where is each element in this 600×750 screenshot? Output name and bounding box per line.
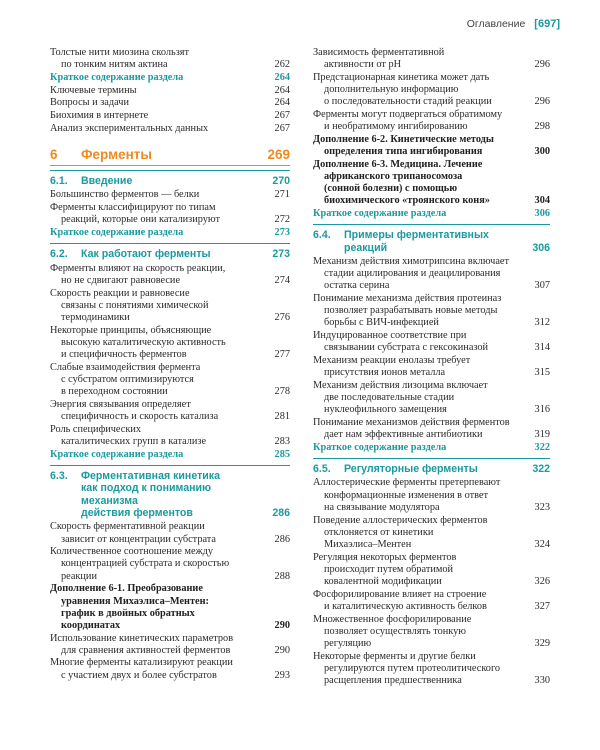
entry-text-line: Большинство ферментов — белки	[50, 189, 200, 201]
entry-page: 322	[534, 441, 550, 453]
section-summary-entry[interactable]	[50, 449, 290, 461]
entry-text-line: Механизм реакции енолазы требует	[313, 355, 471, 366]
entry-text-line: определения типа ингибирования	[324, 146, 483, 158]
entry-page: 296	[534, 96, 550, 108]
entry-text-line: с участием двух и более субстратов	[61, 669, 217, 681]
entry-page: 290	[274, 619, 290, 631]
entry-text-line: график в двойных обратных	[61, 607, 195, 619]
entry-text-line: и необратимому ингибированию	[324, 121, 468, 133]
entry-text-line: Скорость реакции и равновесие	[50, 287, 190, 299]
entry-text-line: Краткое содержание раздела	[313, 208, 447, 219]
entry-page: 271	[274, 189, 290, 201]
entry-text-line: Предстационарная кинетика может дать	[313, 71, 490, 83]
entry-page: 316	[534, 404, 550, 416]
entry-text-line: Роль специфических	[50, 423, 141, 435]
toc-entry[interactable]	[50, 85, 290, 97]
entry-page: 264	[274, 71, 290, 83]
entry-text-line: позволяет осуществлять тонкую	[324, 625, 466, 637]
entry-page: 264	[274, 97, 290, 109]
toc-entry[interactable]	[313, 417, 550, 441]
section-page: 270	[272, 175, 290, 188]
entry-text-line: регуляцию	[324, 637, 372, 649]
entry-text-line: концентрацией субстрата и скоростью	[61, 558, 230, 570]
entry-page: 323	[534, 501, 550, 513]
entry-text-line: для сравнения активностей ферментов	[61, 644, 231, 656]
entry-page: 267	[274, 122, 290, 134]
toc-entry[interactable]	[50, 263, 290, 287]
supplement-entry[interactable]	[50, 583, 290, 632]
toc-entry[interactable]	[50, 521, 290, 545]
entry-text-line: Краткое содержание раздела	[50, 71, 184, 83]
entry-page: 264	[274, 84, 290, 96]
toc-column-left	[50, 47, 290, 682]
entry-text-line: с субстратом оптимизируются	[61, 373, 194, 385]
entry-page: 300	[534, 146, 550, 158]
entry-page: 277	[274, 348, 290, 360]
section-summary-entry[interactable]	[313, 442, 550, 454]
entry-page: 273	[274, 227, 290, 239]
entry-page: 293	[274, 669, 290, 681]
toc-entry[interactable]	[313, 614, 550, 650]
entry-text-line: Ферменты могут подвергаться обратимому	[313, 108, 503, 120]
toc-entry[interactable]	[313, 256, 550, 292]
entry-text-line: Толстые нити миозина скользят	[50, 47, 190, 58]
section-number: 6.4.	[313, 229, 331, 242]
entry-text-line: остатка серина	[324, 280, 390, 292]
entry-text-line: африканского трипаносомоза	[324, 170, 463, 182]
entry-text-line: дополнительную информацию	[324, 84, 459, 96]
entry-text-line: отклоняется от кинетики	[324, 526, 434, 538]
toc-entry[interactable]	[50, 546, 290, 582]
entry-page: 319	[534, 429, 550, 441]
entry-text-line: Поведение аллостерических ферментов	[313, 514, 488, 526]
entry-text-line: Многие ферменты катализируют реакции	[50, 657, 233, 669]
entry-text-line: стадии ацилирования и деацилирования	[324, 268, 501, 280]
section-heading[interactable]	[50, 170, 290, 187]
toc-entry[interactable]	[313, 72, 550, 108]
entry-page: 326	[534, 575, 550, 587]
entry-page: 327	[534, 600, 550, 612]
entry-text-line: Слабые взаимодействия фермента	[50, 361, 201, 373]
entry-page: 307	[534, 280, 550, 292]
entry-text-line: Энергия связывания определяет	[50, 398, 191, 410]
entry-page: 330	[534, 674, 550, 686]
entry-text-line: Ключевые термины	[50, 84, 137, 96]
page-number: [697]	[534, 18, 560, 30]
entry-text-line: Регуляция некоторых ферментов	[313, 551, 457, 563]
section-page: 322	[532, 463, 550, 476]
entry-text-line: происходит путем обратимой	[324, 563, 454, 575]
toc-entry[interactable]	[313, 330, 550, 354]
section-page: 306	[532, 241, 550, 254]
toc-entry[interactable]	[50, 123, 290, 135]
entry-text-line: Некоторые принципы, объясняющие	[50, 324, 212, 336]
entry-text-line: Аллостерические ферменты претерпевают	[313, 477, 501, 489]
entry-text-line: Краткое содержание раздела	[50, 227, 184, 239]
entry-text-line: Ферменты влияют на скорость реакции,	[50, 262, 226, 274]
supplement-entry[interactable]	[313, 159, 550, 208]
entry-text-line: на связывание модулятора	[324, 501, 440, 513]
entry-text-line: в переходном состоянии	[61, 386, 168, 398]
entry-text-line: и специфичность ферментов	[61, 348, 187, 360]
toc-entry[interactable]	[50, 189, 290, 201]
toc-entry[interactable]	[50, 97, 290, 109]
entry-text-line: термодинамики	[61, 311, 130, 323]
section-title-line: Ферментативная кинетика	[81, 469, 220, 482]
entry-text-line: реакции	[61, 570, 97, 582]
entry-text-line: Михаэлиса–Ментен	[324, 538, 412, 550]
entry-text-line: специфичность и скорость катализа	[61, 410, 219, 422]
entry-page: 314	[534, 342, 550, 354]
toc-entry[interactable]	[313, 109, 550, 133]
entry-text-line: реакций, которые они катализируют	[61, 214, 220, 226]
entry-text-line: Механизм действия химотрипсина включает	[313, 255, 509, 267]
entry-text-line: Понимание механизма действия протеиназ	[313, 293, 502, 305]
entry-page: 274	[274, 274, 290, 286]
entry-page: 285	[274, 448, 290, 460]
entry-page: 306	[534, 208, 550, 219]
entry-page: 286	[274, 533, 290, 545]
section-number: 6.1.	[50, 175, 68, 188]
chapter-rule	[50, 165, 290, 166]
section-title-line: Введение	[81, 175, 133, 188]
entry-page: 281	[274, 410, 290, 422]
entry-page: 329	[534, 637, 550, 649]
toc-entry[interactable]	[50, 633, 290, 657]
chapter-page: 269	[267, 147, 290, 163]
entry-page: 283	[274, 435, 290, 447]
entry-text-line: активности от pH	[324, 59, 402, 71]
toc-entry[interactable]	[50, 657, 290, 681]
entry-page: 298	[534, 121, 550, 133]
entry-page: 278	[274, 386, 290, 398]
entry-text-line: Механизм действия лизоцима включает	[313, 379, 488, 391]
page-header	[467, 18, 560, 30]
entry-text-line: Биохимия в интернете	[50, 110, 149, 122]
entry-text-line: о последовательности стадий реакции	[324, 96, 492, 108]
toc-entry[interactable]	[50, 288, 290, 324]
entry-text-line: координатах	[61, 619, 121, 631]
toc-entry[interactable]	[50, 202, 290, 226]
section-title-line: как подход к пониманию механизма	[81, 482, 212, 507]
entry-text-line: уравнения Михаэлиса–Ментен:	[61, 595, 209, 607]
section-heading[interactable]	[313, 224, 550, 254]
toc-entry[interactable]	[313, 515, 550, 551]
entry-text-line: Индуцированное соответствие при	[313, 330, 467, 342]
toc-entry[interactable]	[313, 552, 550, 588]
entry-text-line: борьбы с ВИЧ-инфекцией	[324, 317, 439, 329]
entry-page: 290	[274, 644, 290, 656]
toc-entry[interactable]	[50, 362, 290, 398]
entry-text-line: Некоторые ферменты и другие белки	[313, 650, 476, 662]
entry-page: 312	[534, 317, 550, 329]
toc-entry[interactable]	[50, 110, 290, 122]
entry-text-line: связаны с понятиями химической	[61, 299, 209, 311]
entry-text-line: позволяет разрабатывать новые методы	[324, 305, 498, 317]
entry-text-line: каталитических групп в катализе	[61, 435, 207, 447]
entry-text-line: ковалентной модификации	[324, 575, 442, 587]
entry-text-line: (сонной болезни) с помощью	[324, 183, 458, 195]
entry-text-line: Дополнение 6-3. Медицина. Лечение	[313, 158, 483, 170]
entry-text-line: Фосфорилирование влияет на строение	[313, 588, 487, 600]
section-page: 286	[272, 506, 290, 519]
entry-text-line: Скорость ферментативной реакции	[50, 521, 205, 533]
section-title-line: действия ферментов	[81, 506, 193, 519]
header-title: Оглавление	[466, 18, 526, 30]
entry-text-line: Понимание механизмов действия ферментов	[313, 416, 510, 428]
toc-entry[interactable]	[50, 47, 290, 71]
section-number: 6.2.	[50, 248, 68, 261]
entry-text-line: Зависимость ферментативной	[313, 47, 445, 58]
section-summary-entry[interactable]	[50, 72, 290, 84]
entry-text-line: дает нам эффективные антибиотики	[324, 429, 483, 441]
toc-entry[interactable]	[313, 355, 550, 379]
entry-text-line: зависит от концентрации субстрата	[61, 533, 216, 545]
entry-text-line: Дополнение 6-1. Преобразование	[50, 583, 203, 595]
toc-entry[interactable]	[50, 325, 290, 361]
entry-page: 288	[274, 570, 290, 582]
section-summary-entry[interactable]	[50, 227, 290, 239]
toc-entry[interactable]	[313, 47, 550, 71]
section-title-line: Как работают ферменты	[81, 248, 211, 261]
entry-text-line: Дополнение 6-2. Кинетические методы	[313, 133, 494, 145]
entry-text-line: по тонким нитям актина	[61, 59, 168, 71]
entry-text-line: нуклеофильного замещения	[324, 404, 447, 416]
entry-text-line: и каталитическую активность белков	[324, 600, 487, 612]
section-page: 273	[272, 248, 290, 261]
entry-text-line: высокую каталитическую активность	[61, 336, 226, 348]
chapter-heading[interactable]	[50, 144, 290, 166]
section-heading[interactable]	[313, 458, 550, 475]
toc-column-right	[313, 47, 550, 688]
entry-page: 276	[274, 311, 290, 323]
entry-page: 267	[274, 110, 290, 122]
section-title-line: Примеры ферментативных реакций	[344, 229, 489, 254]
entry-page: 324	[534, 538, 550, 550]
toc-entry[interactable]	[50, 399, 290, 423]
entry-text-line: две последовательные стадии	[324, 392, 455, 404]
toc-entry[interactable]	[313, 651, 550, 687]
entry-page: 304	[534, 195, 550, 207]
toc-entry[interactable]	[50, 424, 290, 448]
entry-text-line: Краткое содержание раздела	[50, 448, 184, 460]
section-summary-entry[interactable]	[313, 208, 550, 220]
entry-text-line: присутствия ионов металла	[324, 367, 446, 379]
section-title-line: Регуляторные ферменты	[344, 463, 478, 476]
entry-text-line: но не сдвигают равновесие	[61, 274, 181, 286]
entry-page: 262	[274, 59, 290, 71]
entry-text-line: связывании субстрата с гексокиназой	[324, 342, 489, 354]
entry-text-line: регулируются путем протеолитического	[324, 662, 501, 674]
entry-text-line: Ферменты классифицируют по типам	[50, 202, 216, 214]
toc-entry[interactable]	[313, 293, 550, 329]
chapter-title: Ферменты	[81, 147, 152, 163]
entry-text-line: Использование кинетических параметров	[50, 632, 234, 644]
entry-text-line: Анализ экспериментальных данных	[50, 122, 209, 134]
entry-text-line: расщепления предшественника	[324, 674, 462, 686]
supplement-entry[interactable]	[313, 134, 550, 158]
entry-text-line: Вопросы и задачи	[50, 97, 129, 109]
chapter-number: 6	[50, 147, 58, 163]
toc-entry[interactable]	[313, 589, 550, 613]
section-heading[interactable]	[50, 243, 290, 260]
entry-text-line: Количественное соотношение между	[50, 546, 214, 558]
section-heading[interactable]	[50, 465, 290, 520]
entry-page: 315	[534, 367, 550, 379]
section-number: 6.3.	[50, 469, 68, 482]
entry-text-line: Краткое содержание раздела	[313, 441, 447, 453]
toc-entry[interactable]	[313, 380, 550, 416]
entry-text-line: биохимического «троянского коня»	[324, 195, 490, 207]
toc-entry[interactable]	[313, 477, 550, 513]
entry-page: 272	[274, 214, 290, 226]
entry-text-line: Множественное фосфорилирование	[313, 613, 472, 625]
entry-text-line: конформационные изменения в ответ	[324, 489, 488, 501]
entry-page: 296	[534, 59, 550, 71]
section-number: 6.5.	[313, 463, 331, 476]
